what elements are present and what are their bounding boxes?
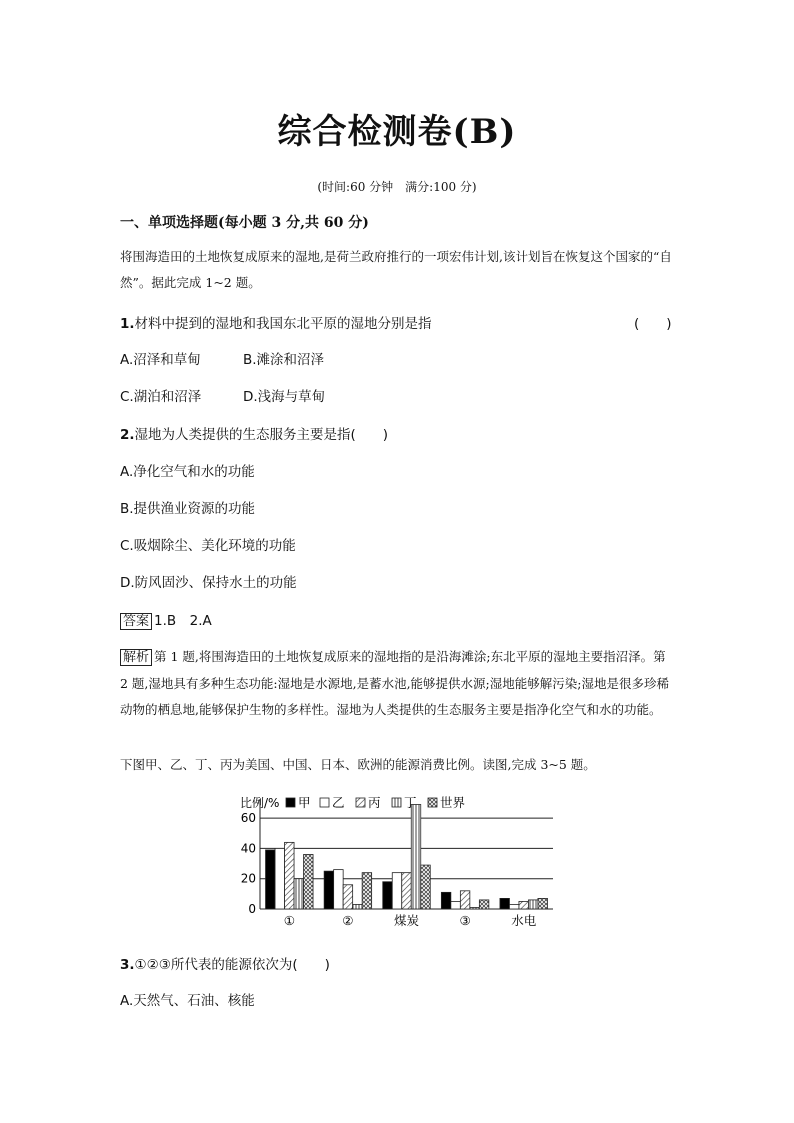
option-a: A.沼泽和草甸 [120, 352, 201, 368]
bar [294, 879, 304, 909]
y-tick-label: 20 [240, 871, 256, 886]
analysis-label: 解析 [120, 649, 152, 666]
bar [383, 882, 393, 909]
answer-row [120, 609, 212, 629]
legend-label: 乙 [332, 795, 345, 810]
bar [509, 904, 519, 909]
chart-legend [240, 795, 466, 810]
intro-paragraph-1: 将围海造田的土地恢复成原来的湿地,是荷兰政府推行的一项宏伟计划,该计划旨在恢复这个国家的“自然”。据此完成 1~2 题。 [120, 249, 672, 290]
legend-label: 甲 [298, 795, 311, 810]
bar [324, 871, 334, 909]
option-b: B.滩涂和沼泽 [243, 352, 325, 368]
bar [479, 900, 489, 909]
bar [538, 898, 548, 909]
chart-bars [266, 805, 548, 909]
legend-label: 世界 [440, 795, 466, 810]
bar [285, 842, 295, 909]
bar [402, 873, 412, 909]
bar [275, 848, 285, 909]
bar [362, 873, 372, 909]
x-tick-label: 水电 [511, 913, 537, 928]
bar [392, 873, 402, 909]
legend-label: 丙 [368, 795, 381, 810]
bar [451, 901, 461, 909]
bar [441, 892, 451, 909]
answer-label: 答案 [120, 613, 152, 630]
chart-labels [284, 913, 537, 928]
y-axis-label: 比例/% [240, 796, 280, 810]
x-tick-label: 煤炭 [393, 913, 420, 928]
option-b: B.提供渔业资源的功能 [120, 501, 256, 517]
question-text: ①②③所代表的能源依次为( ) [134, 957, 330, 973]
legend-swatch [392, 798, 401, 807]
page-title: 综合检测卷(B) [277, 112, 517, 152]
energy-consumption-chart [232, 790, 572, 935]
bar [470, 907, 480, 909]
exam-info: (时间:60 分钟 满分:100 分) [317, 180, 477, 194]
question-text: 材料中提到的湿地和我国东北平原的湿地分别是指 [134, 316, 432, 332]
x-tick-label: ① [283, 913, 295, 928]
question-number: 1. [120, 316, 135, 332]
y-tick-label: 40 [240, 841, 256, 856]
y-tick-label: 0 [248, 902, 256, 916]
legend-swatch [356, 798, 365, 807]
bar [519, 901, 529, 909]
question-number: 2. [120, 427, 135, 443]
x-tick-label: ③ [459, 913, 471, 928]
question-text: 湿地为人类提供的生态服务主要是指( ) [134, 427, 389, 443]
bar [304, 854, 314, 909]
question-2 [120, 423, 388, 443]
bar [500, 898, 510, 909]
legend-swatch [320, 798, 329, 807]
x-tick-label: ② [342, 913, 354, 928]
bar [353, 904, 363, 909]
option-a: A.天然气、石油、核能 [120, 993, 255, 1009]
bar [460, 891, 470, 909]
option-a: A.净化空气和水的功能 [120, 464, 255, 480]
option-d: D.浅海与草甸 [243, 389, 326, 405]
bar [528, 900, 538, 909]
intro-paragraph-2: 下图甲、乙、丁、丙为美国、中国、日本、欧洲的能源消费比例。读图,完成 3~5 题。 [120, 757, 596, 772]
option-d: D.防风固沙、保持水土的功能 [120, 575, 297, 591]
bar [343, 885, 353, 909]
bar [334, 870, 344, 909]
answer-blank: ( ) [634, 316, 672, 332]
bar [266, 850, 276, 909]
legend-label: 丁 [404, 795, 417, 810]
option-c: C.吸烟除尘、美化环境的功能 [120, 538, 296, 554]
section-heading: 一、单项选择题(每小题 3 分,共 60 分) [120, 215, 369, 231]
legend-swatch [286, 798, 295, 807]
analysis-text: 第 1 题,将围海造田的土地恢复成原来的湿地指的是沿海滩涂;东北平原的湿地主要指沼泽。第 2 题,湿地具有多种生态功能:湿地是水源地,是蓄水池,能够提供水源;湿地能够解污染;湿地是很多珍稀动物的栖息地,能够保护生物的多样性。湿地为人类提供的生态服务主要是指净化空气和水的功能。 [120, 649, 669, 717]
option-c: C.湖泊和沼泽 [120, 389, 202, 405]
question-number: 3. [120, 957, 135, 973]
bar [421, 865, 431, 909]
answer-text: 1.B 2.A [154, 613, 212, 629]
question-3 [120, 953, 330, 973]
y-tick-label: 60 [240, 811, 256, 826]
question-1 [120, 312, 432, 332]
bar [411, 805, 421, 909]
analysis-block [120, 644, 676, 723]
legend-swatch [428, 798, 437, 807]
